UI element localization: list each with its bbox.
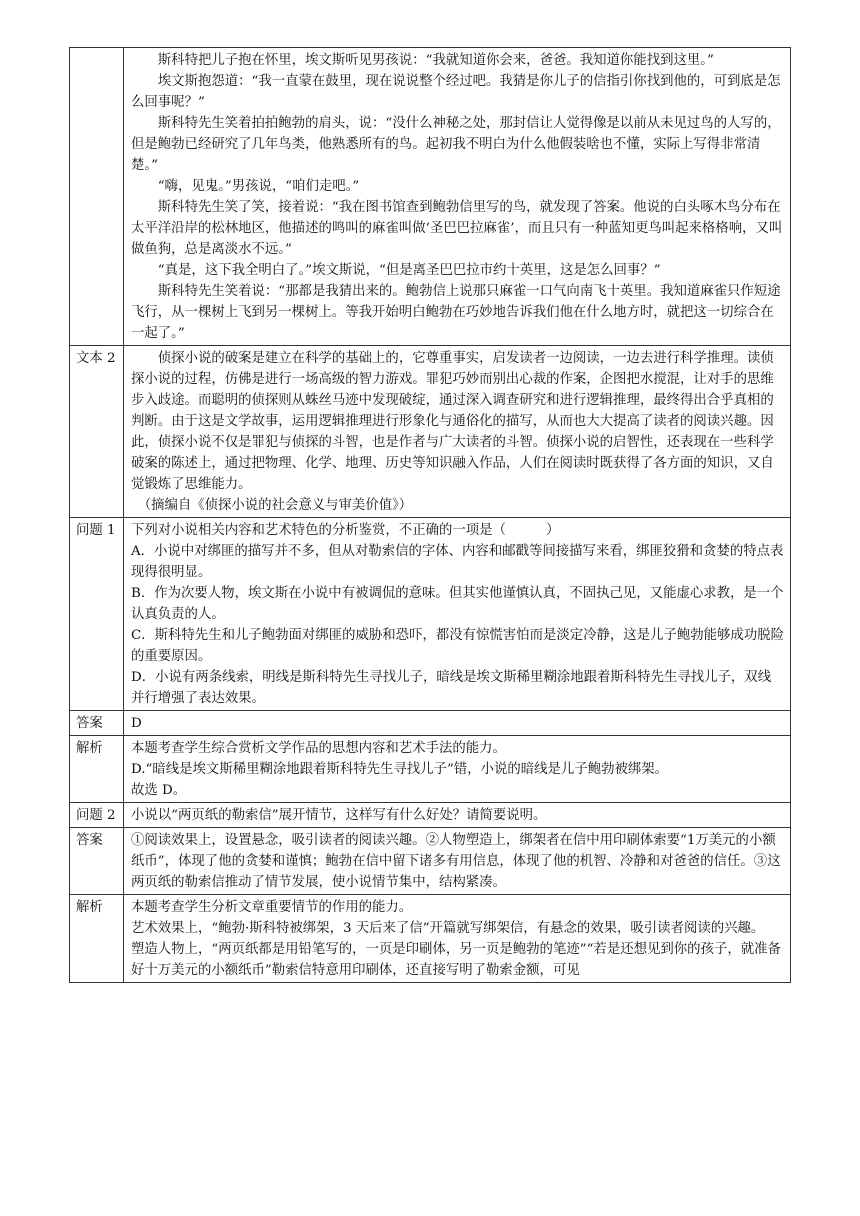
option-d: D．小说有两条线索，明线是斯科特先生寻找儿子，暗线是埃文斯稀里糊涂地跟着斯科特先生寻找儿子，双线并行增强了表达效果。 [131, 670, 772, 706]
text2-body: 侦探小说的破案是建立在科学的基础上的，它尊重事实，启发读者一边阅读，一边去进行科学推理。读侦探小说的过程，仿佛是进行一场高级的智力游戏。罪犯巧妙而别出心裁的作案，企图把水搅混，让对手的思维步入歧途。而聪明的侦探则从蛛丝马迹中发现破绽，通过深入调查研究和进行逻辑推理，最终得出合乎真相的判断。由于这是文学故事，运用逻辑推理进行形象化与通俗化的描写，从而也大大提高了读者的阅读兴趣。因此，侦探小说不仅是罪犯与侦探的斗智，也是作者与广大读者的斗智。侦探小说的启智性，还表现在一些科学破案的陈述上，通过把物理、化学、地理、历史等知识融入作品，人们在阅读时既获得了各方面的知识，又自觉锻炼了思维能力。 [131, 351, 774, 492]
row-label: 文本 2 [70, 346, 124, 518]
row-label: 问题 1 [70, 518, 124, 711]
analysis-line: 本题考查学生综合赏析文学作品的思想内容和艺术手法的能力。 [131, 741, 506, 756]
story-paragraph: “真是，这下我全明白了。”埃文斯说，“但是离圣巴巴拉市约十英里，这是怎么回事？” [157, 263, 661, 278]
row-label: 问题 2 [70, 803, 124, 828]
answer2-row [70, 828, 791, 895]
question2-row [70, 803, 791, 828]
analysis2-row [70, 895, 791, 983]
question1-cell [124, 518, 791, 711]
analysis1-row [70, 736, 791, 803]
text2-row [70, 346, 791, 518]
answer2-cell: ①阅读效果上，设置悬念，吸引读者的阅读兴趣。②人物塑造上，绑架者在信中用印刷体索要“1万美元的小额纸币”，体现了他的贪婪和谨慎；鲍勃在信中留下诸多有用信息，体现了他的机智、冷静和对爸爸的信任。③这两页纸的勒索信推动了情节发展，使小说情节集中，结构紧凑。 [124, 828, 791, 895]
analysis-line: D.“暗线是埃文斯稀里糊涂地跟着斯科特先生寻找儿子”错，小说的暗线是儿子鲍勃被绑架。 [131, 762, 669, 777]
analysis-line: 艺术效果上，“鲍勃·斯科特被绑架，3 天后来了信”开篇就写绑架信，有悬念的效果，吸引读者阅读的兴趣。 [131, 921, 765, 936]
option-c: C．斯科特先生和儿子鲍勃面对绑匪的威胁和恐吓，都没有惊慌害怕而是淡定冷静，这是儿子鲍勃能够成功脱险的重要原因。 [131, 628, 784, 664]
question1-row [70, 518, 791, 711]
analysis2-cell [124, 895, 791, 983]
story-paragraph: 斯科特把儿子抱在怀里，埃文斯听见男孩说：“我就知道你会来，爸爸。我知道你能找到这里。” [157, 53, 714, 68]
row-label: 答案 [70, 711, 124, 736]
row-label [70, 48, 124, 346]
analysis1-cell [124, 736, 791, 803]
question2-cell: 小说以“两页纸的勒索信”展开情节，这样写有什么好处？请简要说明。 [124, 803, 791, 828]
option-a: A．小说中对绑匪的描写并不多，但从对勒索信的字体、内容和邮戳等间接描写来看，绑匪狡猾和贪婪的特点表现得很明显。 [131, 544, 784, 580]
story-row [70, 48, 791, 346]
row-label: 解析 [70, 895, 124, 983]
row-label: 答案 [70, 828, 124, 895]
question1-stem: 下列对小说相关内容和艺术特色的分析鉴赏，不正确的一项是（ ） [131, 523, 560, 538]
story-cell [124, 48, 791, 346]
story-paragraph: “嗨，见鬼。”男孩说，“咱们走吧。” [157, 179, 360, 194]
option-b: B．作为次要人物，埃文斯在小说中有被调侃的意味。但其实他谨慎认真，不固执己见，又能虚心求教，是一个认真负责的人。 [131, 586, 784, 622]
analysis-line: 故选 D。 [131, 783, 187, 798]
analysis-line: 塑造人物上，“两页纸都是用铅笔写的，一页是印刷体，另一页是鲍勃的笔迹”“若是还想见到你的孩子，就准备好十万美元的小额纸币”勒索信特意用印刷体，还直接写明了勒索金额，可见 [131, 942, 781, 978]
answer1-cell: D [124, 711, 791, 736]
row-label: 解析 [70, 736, 124, 803]
answer1-row [70, 711, 791, 736]
text2-source: （摘编自《侦探小说的社会意义与审美价值》） [137, 498, 413, 513]
story-paragraph: 斯科特先生笑着拍拍鲍勃的肩头，说：“没什么神秘之处，那封信让人觉得像是以前从未见过鸟的人写的，但是鲍勃已经研究了几年鸟类，他熟悉所有的鸟。起初我不明白为什么他假装啥也不懂，实际上写得非常清楚。” [131, 116, 781, 173]
question-table [69, 47, 791, 983]
text2-cell [124, 346, 791, 518]
story-paragraph: 埃文斯抱怨道：“我一直蒙在鼓里，现在说说整个经过吧。我猜是你儿子的信指引你找到他的，可到底是怎么回事呢？” [131, 74, 781, 110]
story-paragraph: 斯科特先生笑着说：“那都是我猜出来的。鲍勃信上说那只麻雀一口气向南飞十英里。我知道麻雀只作短途飞行，从一棵树上飞到另一棵树上。等我开始明白鲍勃在巧妙地告诉我们他在什么地方时，就把这一切综合在一起了。” [131, 284, 781, 341]
story-paragraph: 斯科特先生笑了笑，接着说：“我在图书馆查到鲍勃信里写的鸟，就发现了答案。他说的白头啄木鸟分布在太平洋沿岸的松林地区，他描述的鸣叫的麻雀叫做‘圣巴巴拉麻雀’，而且只有一种蓝知更鸟叫起来格格响，又叫做鱼狗，总是离淡水不远。” [131, 200, 783, 257]
analysis-line: 本题考查学生分析文章重要情节的作用的能力。 [131, 900, 413, 915]
